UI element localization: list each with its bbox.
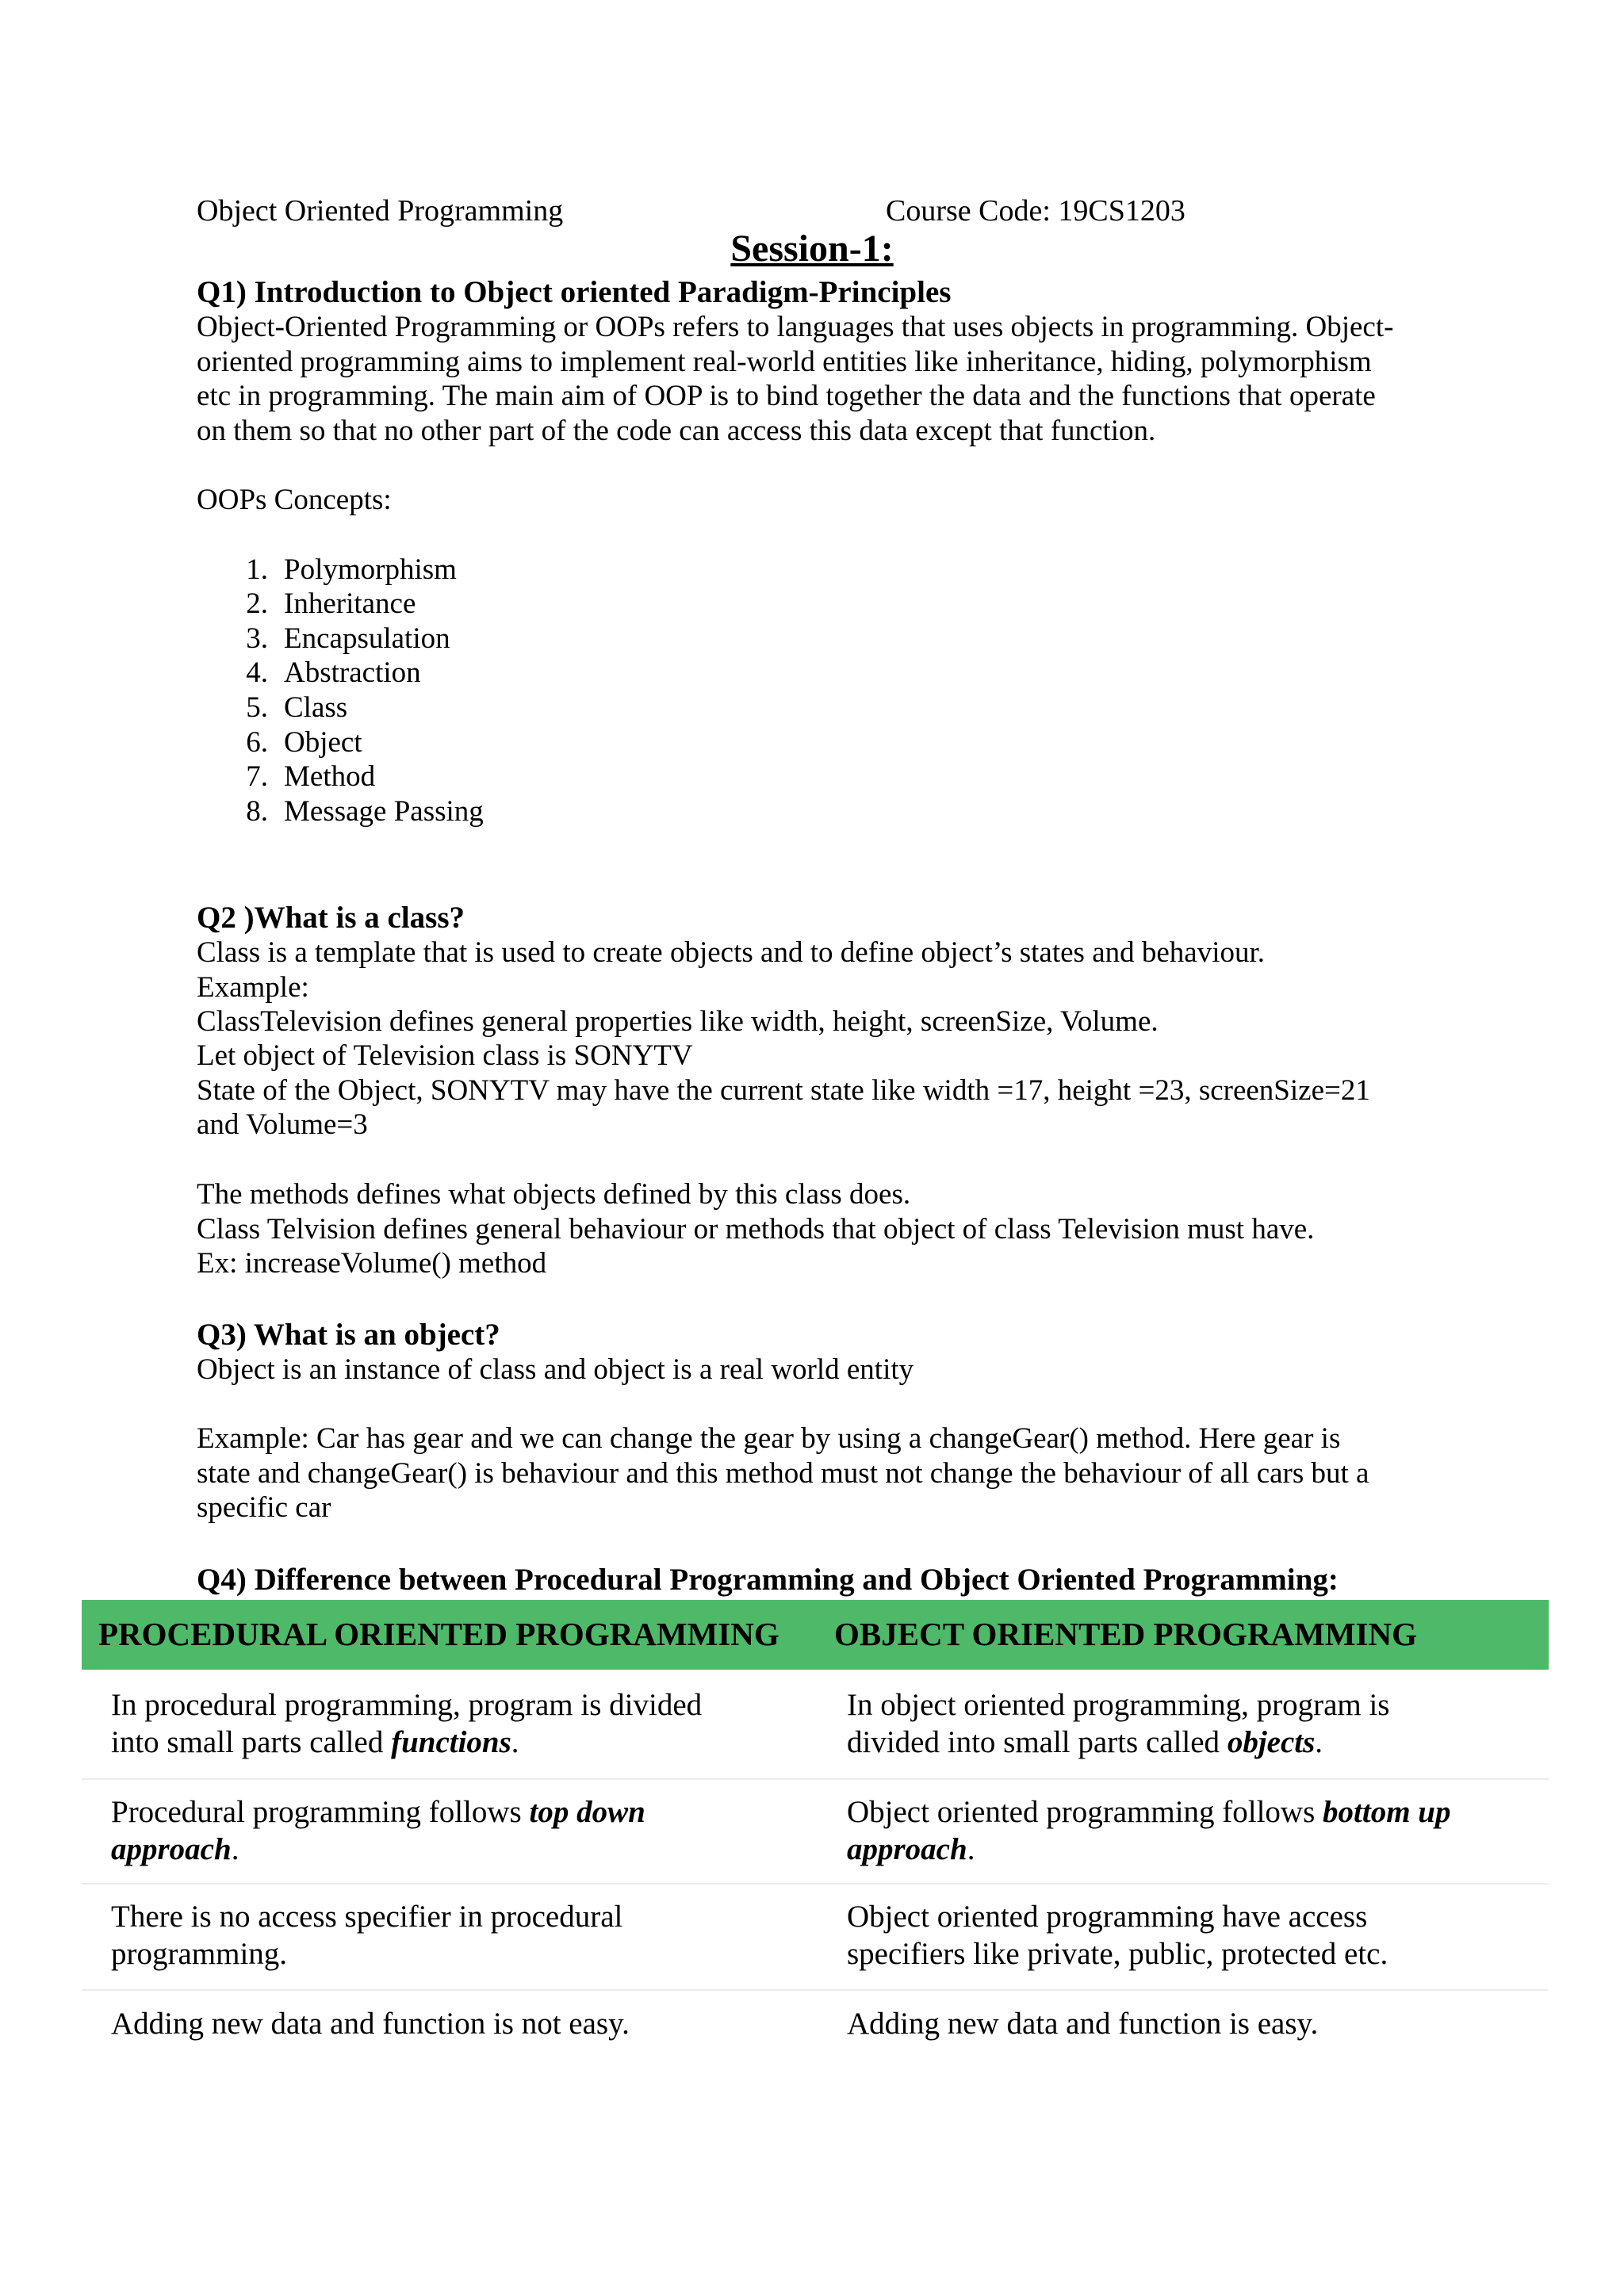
table-cell: specifiers like private, public, protected etc.	[847, 1937, 1388, 1971]
table-cell	[847, 1831, 975, 1868]
cell-text: Procedural programming follows	[111, 1795, 530, 1829]
q2-line: Class Telvision defines general behaviour or methods that object of class Television must have.	[197, 1213, 1315, 1246]
list-number: 5.	[246, 691, 268, 724]
row-divider	[82, 1883, 1549, 1885]
list-item	[216, 725, 362, 760]
list-number: 7.	[246, 760, 268, 793]
cell-emphasis: approach	[847, 1832, 967, 1866]
q2-line: State of the Object, SONYTV may have the current state like width =17, height =23, screenSize=21	[197, 1074, 1370, 1107]
cell-emphasis: functions	[391, 1725, 511, 1759]
table-cell: Object oriented programming have access	[847, 1900, 1368, 1934]
table-cell	[111, 1831, 239, 1868]
list-item	[216, 656, 421, 691]
table-cell: Adding new data and function is easy.	[847, 2007, 1319, 2041]
table-cell: There is no access specifier in procedural	[111, 1900, 623, 1934]
list-label: Encapsulation	[284, 622, 450, 655]
q2-line: Class is a template that is used to create objects and to define object’s states and behaviour.	[197, 936, 1266, 969]
list-item	[216, 622, 450, 656]
table-cell	[847, 1793, 1450, 1831]
list-item	[216, 587, 416, 622]
q3-line: Object is an instance of class and object is a real world entity	[197, 1353, 914, 1386]
q2-line: The methods defines what objects defined by this class does.	[197, 1178, 911, 1211]
q2-line: Ex: increaseVolume() method	[197, 1247, 547, 1280]
list-number: 1.	[246, 553, 268, 586]
cell-text: divided into small parts called	[847, 1725, 1228, 1759]
q1-heading: Q1) Introduction to Object oriented Paradigm-Principles	[197, 275, 952, 309]
list-label: Object	[284, 726, 362, 759]
list-number: 6.	[246, 726, 268, 759]
q2-line: and Volume=3	[197, 1108, 368, 1141]
q2-line: Let object of Television class is SONYTV	[197, 1039, 693, 1072]
course-code: Course Code: 19CS1203	[886, 194, 1185, 228]
q3-example-line: state and changeGear() is behaviour and this method must not change the behaviour of all cars but a	[197, 1457, 1369, 1490]
table-cell	[847, 1724, 1323, 1761]
table-cell: Adding new data and function is not easy.	[111, 2007, 630, 2041]
q2-heading: Q2 )What is a class?	[197, 901, 465, 935]
list-label: Inheritance	[284, 587, 416, 620]
q3-example-line: specific car	[197, 1491, 331, 1524]
list-label: Abstraction	[284, 656, 421, 689]
row-divider	[82, 1778, 1549, 1780]
table-cell: In object oriented programming, program is	[847, 1688, 1390, 1722]
cell-text: .	[231, 1832, 239, 1866]
session-title: Session-1:	[730, 228, 894, 270]
q2-line: ClassTelevision defines general properties like width, height, screenSize, Volume.	[197, 1005, 1159, 1038]
list-item	[216, 553, 457, 587]
cell-text: .	[1315, 1725, 1323, 1759]
q4-heading: Q4) Difference between Procedural Programming and Object Oriented Programming:	[197, 1563, 1339, 1597]
table-cell: In procedural programming, program is divided	[111, 1688, 703, 1722]
q3-heading: Q3) What is an object?	[197, 1318, 500, 1352]
list-number: 8.	[246, 795, 268, 828]
table-cell	[111, 1724, 519, 1761]
q1-para-line: etc in programming. The main aim of OOP is to bind together the data and the functions that operate	[197, 380, 1376, 412]
course-title: Object Oriented Programming	[197, 194, 564, 228]
list-item	[216, 794, 484, 829]
list-number: 2.	[246, 587, 268, 620]
cell-text: .	[511, 1725, 519, 1759]
concepts-label: OOPs Concepts:	[197, 484, 392, 516]
table-cell	[111, 1793, 645, 1831]
table-cell: programming.	[111, 1937, 288, 1971]
q2-line: Example:	[197, 971, 309, 1004]
q1-para-line: Object-Oriented Programming or OOPs refers to languages that uses objects in programming. Object-	[197, 311, 1394, 343]
list-number: 3.	[246, 622, 268, 655]
q3-example-line: Example: Car has gear and we can change the gear by using a changeGear() method. Here gear is	[197, 1422, 1341, 1455]
list-label: Polymorphism	[284, 553, 457, 586]
table-header-object: OBJECT ORIENTED PROGRAMMING	[834, 1616, 1418, 1652]
table-header-procedural: PROCEDURAL ORIENTED PROGRAMMING	[98, 1616, 779, 1652]
cell-emphasis: top down	[529, 1795, 645, 1829]
list-item	[216, 760, 375, 794]
list-item	[216, 691, 347, 725]
cell-emphasis: objects	[1227, 1725, 1316, 1759]
list-label: Class	[284, 691, 348, 724]
q1-para-line: oriented programming aims to implement real-world entities like inheritance, hiding, polymorphism	[197, 346, 1372, 378]
row-divider	[82, 1989, 1549, 1991]
cell-text: into small parts called	[111, 1725, 392, 1759]
q1-para-line: on them so that no other part of the code can access this data except that function.	[197, 415, 1156, 447]
cell-text: Object oriented programming follows	[847, 1795, 1323, 1829]
list-label: Method	[284, 760, 376, 793]
cell-emphasis: approach	[111, 1832, 232, 1866]
list-number: 4.	[246, 656, 268, 689]
list-label: Message Passing	[284, 795, 484, 828]
cell-text: .	[967, 1832, 975, 1866]
cell-emphasis: bottom up	[1323, 1795, 1451, 1829]
